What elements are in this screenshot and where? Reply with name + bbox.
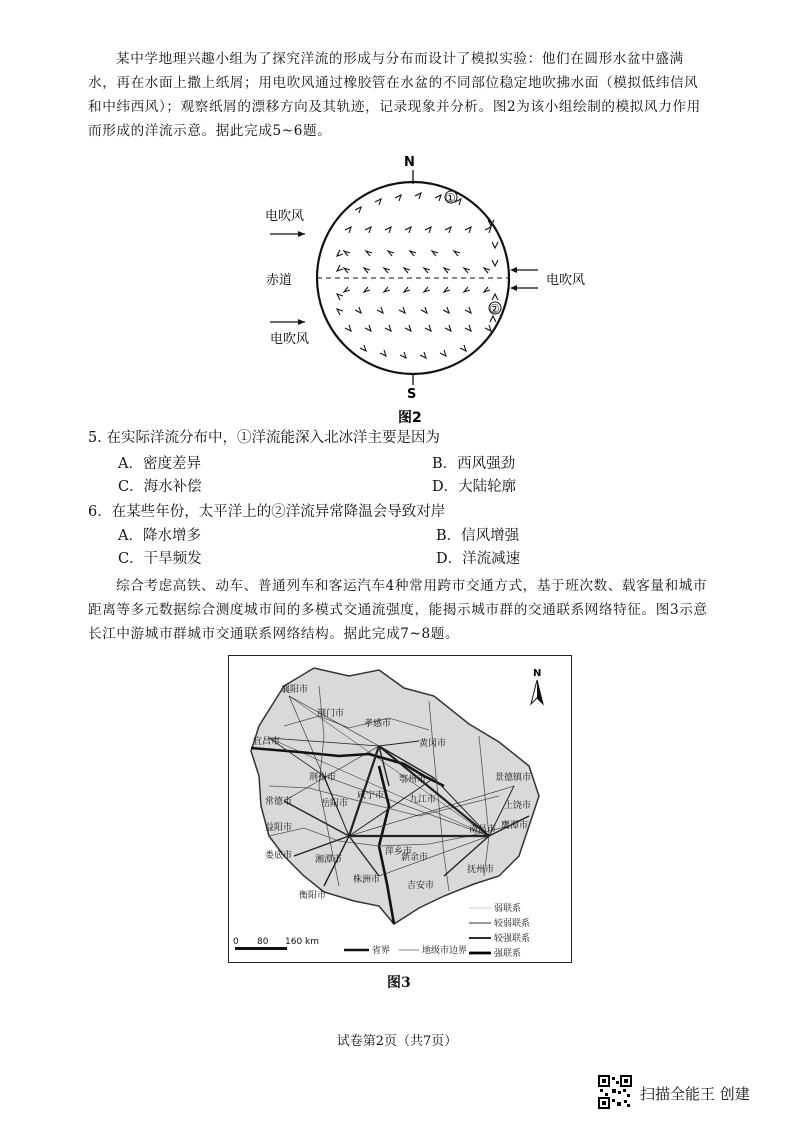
q5-option-b: B．西风强劲 — [432, 456, 516, 472]
map-north-label: N — [533, 668, 542, 679]
wind-label-top-left: 电吹风 — [265, 209, 305, 224]
region-outline — [251, 668, 542, 924]
figure-3-caption: 图3 — [387, 975, 411, 991]
city-label: 益阳市 — [265, 823, 293, 833]
city-label: 岳阳市 — [321, 799, 349, 809]
q5-option-a: A．密度差异 — [118, 456, 201, 472]
city-label: 常德市 — [265, 797, 293, 807]
wind-label-bottom-left: 电吹风 — [270, 332, 310, 347]
q6-option-b: B．信风增强 — [436, 528, 520, 544]
legend-province: 省界 — [372, 946, 391, 956]
intro-paragraph-1: 某中学地理兴趣小组为了探究洋流的形成与分布而设计了模拟实验：他们在圆形水盆中盛满水，再在水面上撒上纸屑；用电吹风通过橡胶管在水盆的不同部位稳定地吹拂水面（模拟低纬信风和中纬西风）；观察纸屑的漂移方向及其轨迹，记录现象并分析。图2为该小组绘制的模拟风力作用而形成的洋流示意。据此完成5~6题。 — [88, 51, 701, 139]
city-label: 抚州市 — [467, 865, 495, 875]
north-label: N — [404, 155, 415, 170]
city-label: 黄冈市 — [419, 739, 447, 749]
city-label: 宜昌市 — [253, 737, 281, 747]
scale-80: 80 — [257, 937, 269, 947]
city-label: 咸宁市 — [357, 791, 385, 801]
city-label: 荆州市 — [309, 773, 337, 783]
page-footer: 试卷第2页（共7页） — [336, 1034, 458, 1049]
city-label: 湘潭市 — [315, 855, 343, 865]
city-label: 衡阳市 — [299, 891, 327, 901]
question-5-stem: 5. 在实际洋流分布中，①洋流能深入北冰洋主要是因为 — [88, 430, 440, 446]
city-label: 襄阳市 — [281, 685, 309, 695]
question-6-stem: 6．在某些年份，太平洋上的②洋流异常降温会导致对岸 — [88, 504, 446, 520]
qr-code-icon — [598, 1075, 632, 1109]
intro-paragraph-2: 综合考虑高铁、动车、普通列车和客运汽车4种常用跨市交通方式，基于班次数、载客量和城市距离等多元数据综合测度城市间的多模式交通流强度，能揭示城市群的交通联系网络特征。图3示意长江中游城市群城市交通联系网络结构。据此完成7~8题。 — [88, 578, 708, 642]
figure-3-network-map — [229, 656, 571, 962]
city-label: 荆门市 — [317, 709, 345, 719]
city-label: 株洲市 — [353, 875, 381, 885]
q6-option-a: A．降水增多 — [118, 528, 201, 544]
q5-option-c: C．海水补偿 — [118, 479, 202, 495]
city-label: 鄂州市 — [399, 775, 427, 785]
city-label: 南昌市 — [469, 825, 497, 835]
q6-option-c: C．干旱频发 — [118, 551, 202, 567]
scale-0: 0 — [233, 937, 239, 947]
city-label: 吉安市 — [407, 881, 435, 891]
legend-city-border: 地级市边界 — [422, 946, 468, 956]
figure-2-caption: 图2 — [398, 410, 422, 426]
city-label: 九江市 — [409, 795, 437, 805]
scale-bar — [233, 937, 467, 956]
legend-strong: 强联系 — [494, 949, 522, 959]
map-legend — [469, 902, 530, 959]
scale-160: 160 km — [285, 937, 320, 947]
figure-3-map-frame — [228, 655, 572, 963]
city-label: 新余市 — [401, 853, 429, 863]
city-label: 孝感市 — [364, 719, 392, 729]
south-label: S — [407, 387, 417, 402]
legend-stronger: 较强联系 — [494, 934, 531, 944]
city-label: 景德镇市 — [495, 773, 532, 783]
legend-weak: 弱联系 — [494, 904, 522, 914]
city-label: 鹰潭市 — [501, 821, 529, 831]
legend-weaker: 较弱联系 — [494, 919, 531, 929]
city-label: 上饶市 — [504, 801, 532, 811]
city-label: 娄底市 — [265, 851, 293, 861]
wind-label-right: 电吹风 — [546, 273, 586, 288]
q6-option-d: D．洋流减速 — [436, 551, 521, 567]
southern-gyre-arrows — [337, 287, 498, 358]
city-label: 萍乡市 — [385, 847, 413, 857]
marker-1: ① — [445, 191, 456, 205]
figure-2-ocean-current-diagram — [0, 150, 794, 430]
scanner-watermark: 扫描全能王 创建 — [640, 1085, 750, 1103]
marker-2: ② — [489, 302, 500, 316]
q5-option-d: D．大陆轮廓 — [432, 479, 517, 495]
equator-label: 赤道 — [266, 273, 293, 288]
